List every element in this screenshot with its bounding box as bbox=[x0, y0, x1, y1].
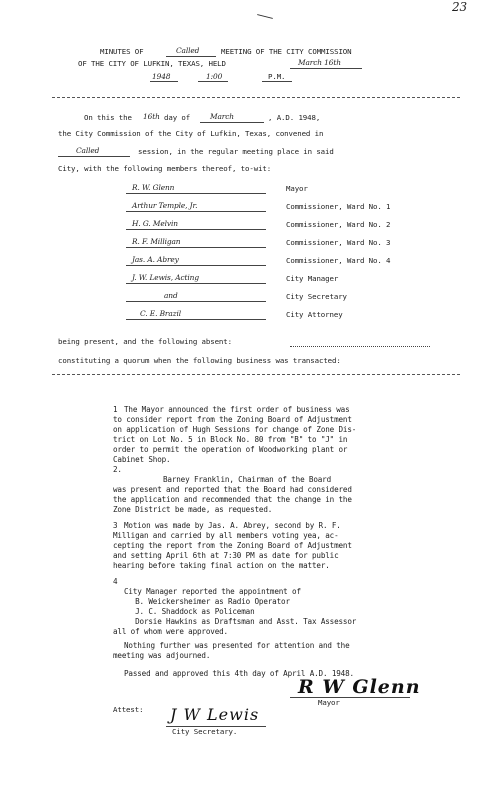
header-meeting-type-line bbox=[166, 56, 216, 57]
item-line: on application of Hugh Sessions for change of Zone Dis- bbox=[113, 425, 357, 434]
header-line1-pre: MINUTES OF bbox=[100, 47, 144, 56]
item-number: 2. bbox=[113, 465, 122, 474]
item-line: order to permit the operation of Woodworking plant or bbox=[113, 445, 348, 454]
item-number: 3 bbox=[113, 521, 118, 530]
member-name: Arthur Temple, Jr. bbox=[132, 201, 198, 210]
item-line: Milligan and carried by all members voting yea, ac- bbox=[113, 531, 339, 540]
header-line2-pre: OF THE CITY OF LUFKIN, TEXAS, HELD bbox=[78, 59, 226, 68]
item-line: Motion was made by Jas. A. Abrey, second by R. F. bbox=[124, 521, 341, 530]
attendance-quorum: constituting a quorum when the following business was transacted: bbox=[58, 356, 341, 365]
absent-fill-line bbox=[290, 346, 430, 347]
header-date: March 16th bbox=[298, 58, 341, 67]
preamble-l1-mid: day of bbox=[164, 113, 191, 122]
header-time-line bbox=[198, 81, 228, 82]
member-name: and bbox=[164, 291, 178, 300]
item-line: to consider report from the Zoning Board of Adjustment bbox=[113, 415, 352, 424]
header-separator bbox=[52, 97, 460, 98]
item-line: cepting the report from the Zoning Board of Adjustment bbox=[113, 541, 352, 550]
attendance-present: being present, and the following absent: bbox=[58, 337, 232, 346]
adjourn-line: Nothing further was presented for attention and the bbox=[124, 641, 350, 650]
item-line: and setting April 6th at 7:30 PM as date for public bbox=[113, 551, 339, 560]
member-title: City Secretary bbox=[286, 292, 347, 301]
stray-mark bbox=[257, 14, 273, 19]
header-meeting-type: Called bbox=[176, 46, 200, 55]
member-title: Mayor bbox=[286, 184, 308, 193]
item-line: all of whom were approved. bbox=[113, 627, 228, 636]
header-year: 1948 bbox=[152, 72, 171, 81]
member-name: H. G. Melvin bbox=[132, 219, 178, 228]
secretary-signature: J W Lewis bbox=[170, 705, 260, 724]
header-line1-post: MEETING OF THE CITY COMMISSION bbox=[221, 47, 352, 56]
preamble-l2: the City Commission of the City of Lufkin, Texas, convened in bbox=[58, 129, 324, 138]
preamble-session-type: Called bbox=[76, 146, 100, 155]
header-date-line bbox=[290, 68, 362, 69]
item-line: Cabinet Shop. bbox=[113, 455, 171, 464]
member-line bbox=[126, 211, 266, 212]
item-line: the application and recommended that the change in the bbox=[113, 495, 352, 504]
header-time-suffix: P.M. bbox=[268, 72, 286, 81]
item-line: The Mayor announced the first order of business was bbox=[124, 405, 350, 414]
member-name: Jas. A. Abrey bbox=[132, 255, 179, 264]
preamble-day: 16th bbox=[143, 112, 160, 121]
member-title: City Manager bbox=[286, 274, 339, 283]
item-line: Dorsie Hawkins as Draftsman and Asst. Tax Assessor bbox=[113, 617, 357, 626]
item-line: Barney Franklin, Chairman of the Board bbox=[163, 475, 332, 484]
preamble-l1-post: , A.D. 1948, bbox=[268, 113, 321, 122]
secretary-label: City Secretary. bbox=[172, 727, 238, 736]
header-year-line bbox=[150, 81, 178, 82]
preamble-month-line bbox=[200, 122, 264, 123]
member-name: C. E. Brazil bbox=[140, 309, 181, 318]
mayor-label: Mayor bbox=[318, 698, 340, 707]
preamble-l1-pre: On this the bbox=[84, 113, 132, 122]
member-name: R. F. Milligan bbox=[132, 237, 181, 246]
preamble-month: March bbox=[210, 112, 234, 121]
preamble-l4: City, with the following members thereof, to-wit: bbox=[58, 164, 272, 173]
header-time-suffix-line bbox=[262, 81, 292, 82]
mayor-signature-line bbox=[290, 697, 410, 698]
item-line: J. C. Shaddock as Policeman bbox=[113, 607, 255, 616]
item-line: was present and reported that the Board had considered bbox=[113, 485, 352, 494]
preamble-session-line bbox=[58, 156, 130, 157]
member-line bbox=[126, 229, 266, 230]
page-number: 23 bbox=[452, 0, 468, 14]
member-line bbox=[126, 283, 266, 284]
item-line: City Manager reported the appointment of bbox=[124, 587, 301, 596]
header-time: 1:00 bbox=[206, 72, 223, 81]
member-line bbox=[126, 319, 266, 320]
item-line: B. Weickersheimer as Radio Operator bbox=[113, 597, 290, 606]
member-title: Commissioner, Ward No. 4 bbox=[286, 256, 391, 265]
item-number: 4 bbox=[113, 577, 118, 586]
item-line: trict on Lot No. 5 in Block No. 80 from "B" to "J" in bbox=[113, 435, 348, 444]
item-line: Zone District be made, as requested. bbox=[113, 505, 273, 514]
member-line bbox=[126, 301, 266, 302]
preamble-l3-post: session, in the regular meeting place in said bbox=[138, 147, 334, 156]
member-title: Commissioner, Ward No. 3 bbox=[286, 238, 391, 247]
member-line bbox=[126, 265, 266, 266]
item-line: hearing before taking final action on the matter. bbox=[113, 561, 330, 570]
attest-label: Attest: bbox=[113, 705, 144, 714]
member-line bbox=[126, 247, 266, 248]
member-title: City Attorney bbox=[286, 310, 343, 319]
mayor-signature: R W Glenn bbox=[298, 676, 421, 698]
business-separator bbox=[52, 374, 460, 375]
approval-line: Passed and approved this 4th day of April A.D. 1948. bbox=[124, 669, 354, 678]
member-name: R. W. Glenn bbox=[132, 183, 175, 192]
member-title: Commissioner, Ward No. 1 bbox=[286, 202, 391, 211]
member-line bbox=[126, 193, 266, 194]
adjourn-line: meeting was adjourned. bbox=[113, 651, 211, 660]
member-name: J. W. Lewis, Acting bbox=[132, 273, 199, 282]
member-title: Commissioner, Ward No. 2 bbox=[286, 220, 391, 229]
item-number: 1 bbox=[113, 405, 118, 414]
